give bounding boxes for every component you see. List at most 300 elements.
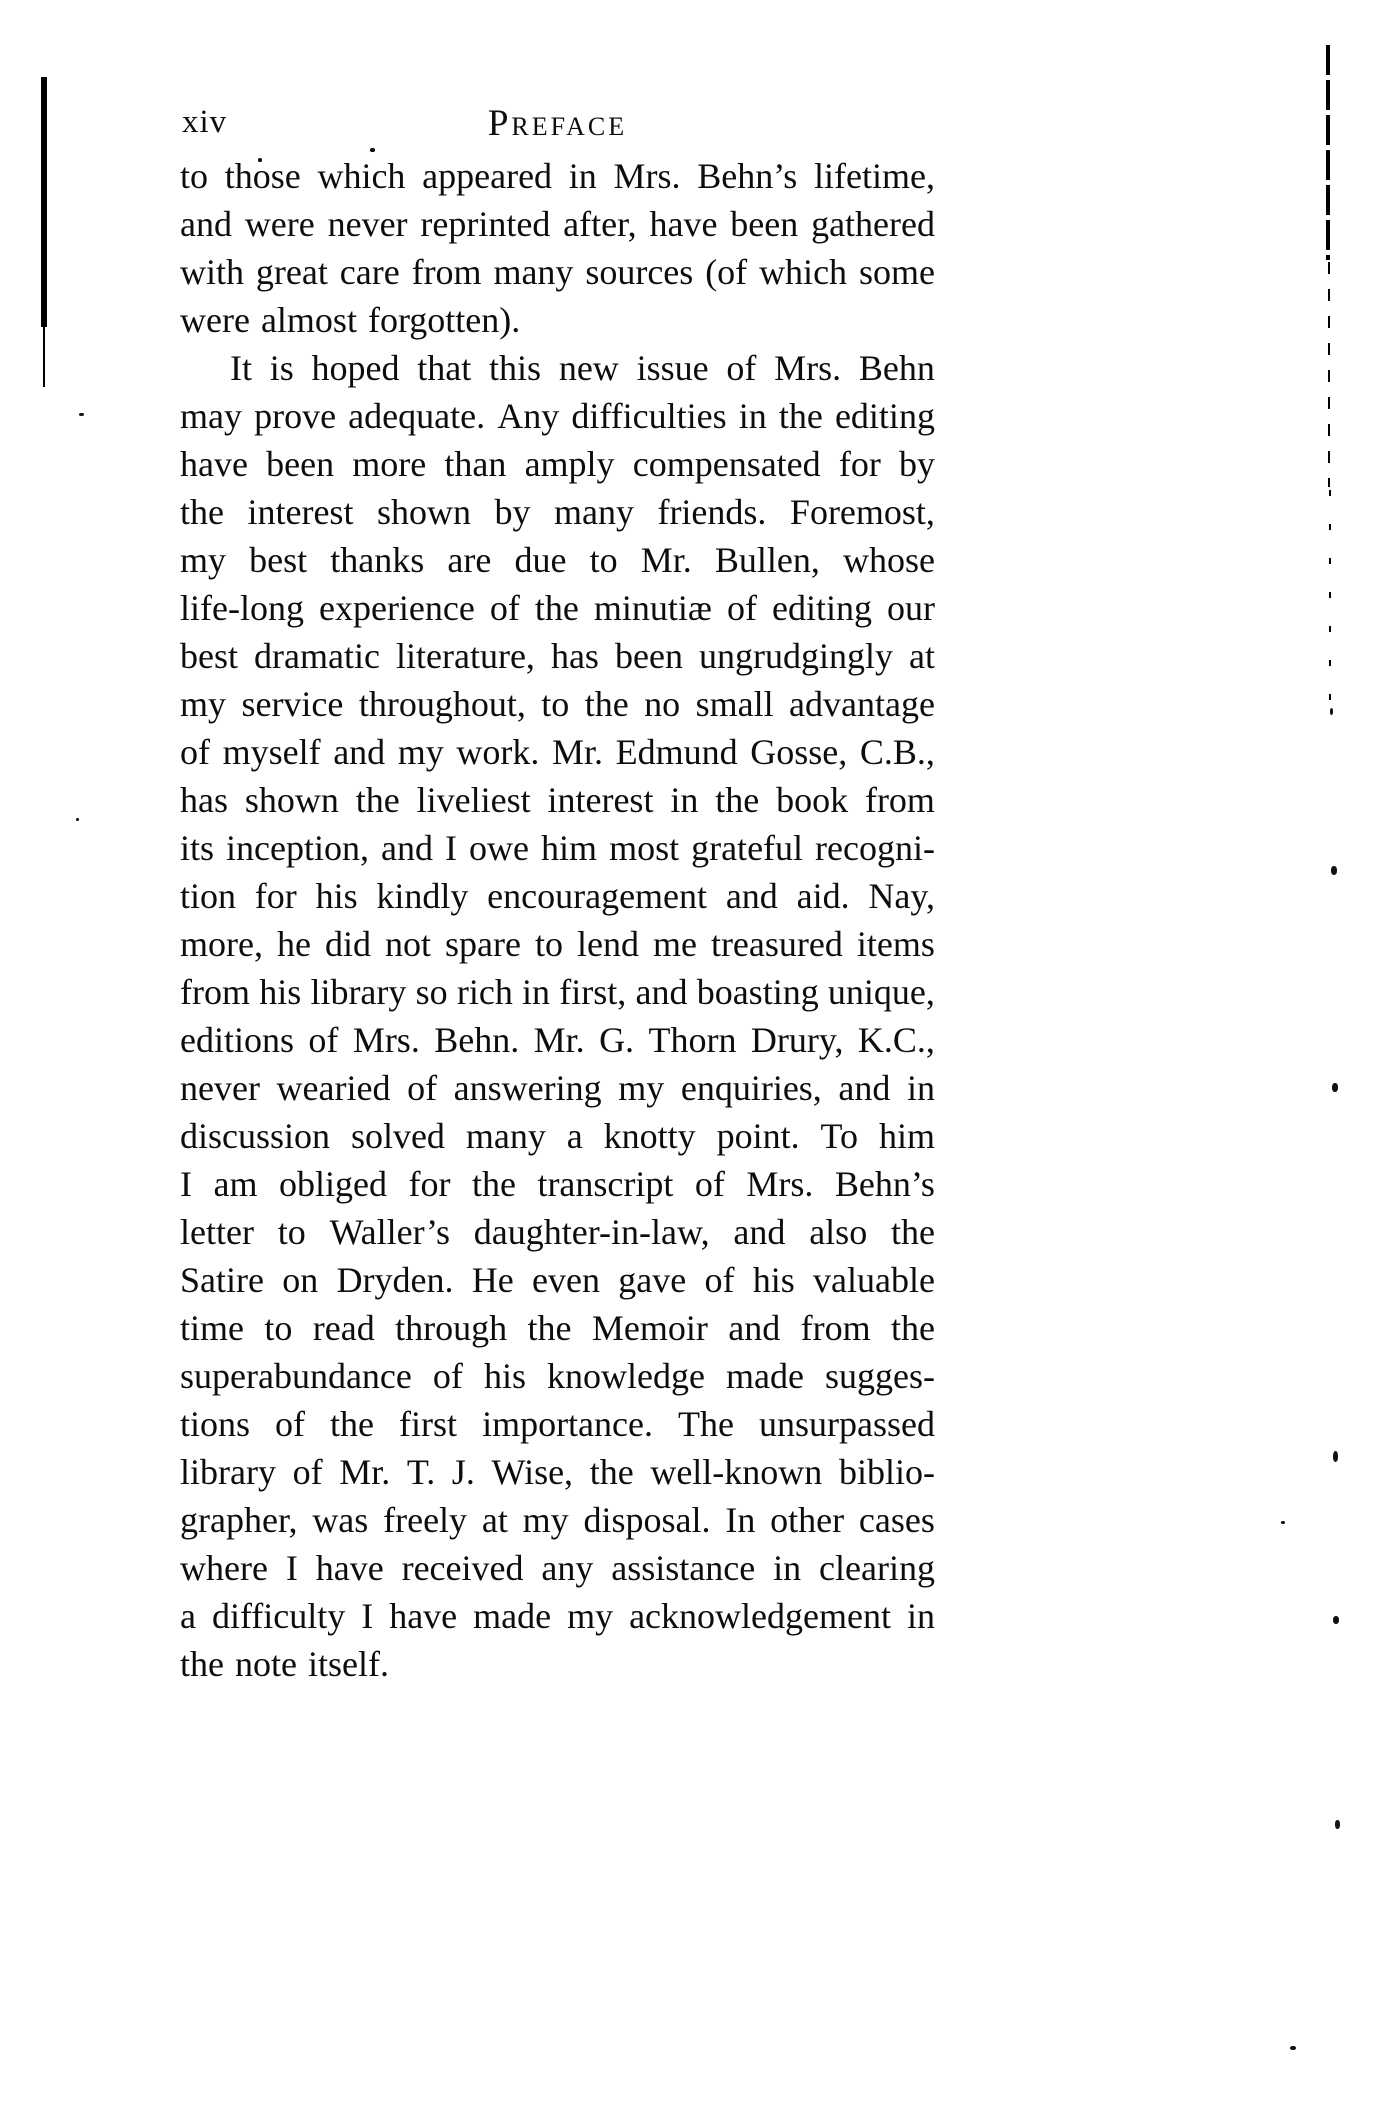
word: not	[384, 924, 431, 964]
word: been	[614, 636, 683, 676]
word: my	[522, 1500, 569, 1540]
text-line	[180, 968, 935, 1016]
page-number: xiv	[182, 104, 228, 140]
word: the	[180, 1644, 224, 1684]
word: read	[312, 1308, 375, 1348]
word: am	[213, 1164, 258, 1204]
word: his	[259, 972, 302, 1012]
word: after,	[563, 204, 637, 244]
word: been	[730, 204, 799, 244]
word: Thorn	[648, 1020, 737, 1060]
word: items	[856, 924, 935, 964]
word: may	[180, 396, 242, 436]
word: best	[249, 540, 308, 580]
text-line	[180, 824, 935, 872]
word: I	[180, 1164, 192, 1204]
word: advantage	[789, 684, 935, 724]
word: To	[820, 1116, 859, 1156]
word: knowledge	[547, 1356, 705, 1396]
word: shown	[376, 492, 471, 532]
word: made	[473, 1596, 552, 1636]
word: of	[726, 348, 757, 388]
word: through	[395, 1308, 508, 1348]
word: time	[180, 1308, 244, 1348]
word: and	[333, 732, 386, 772]
scan-gutter-line-thin	[43, 325, 45, 387]
word: of	[308, 1020, 339, 1060]
word: point.	[716, 1116, 800, 1156]
word: wearied	[276, 1068, 391, 1108]
word: editing	[771, 588, 872, 628]
word: service	[241, 684, 344, 724]
word: almost	[260, 300, 357, 340]
word: work.	[456, 732, 540, 772]
word: tion	[180, 876, 237, 916]
word: my	[180, 684, 227, 724]
word: Drury,	[750, 1020, 844, 1060]
word: editing	[834, 396, 935, 436]
word: in	[906, 1068, 935, 1108]
word: the	[180, 492, 224, 532]
word: of	[292, 1452, 323, 1492]
word: Dryden.	[336, 1260, 454, 1300]
word: G.	[599, 1020, 635, 1060]
word: of	[694, 1164, 725, 1204]
text-column	[180, 100, 935, 1684]
text-line	[180, 920, 935, 968]
word: lifetime,	[813, 156, 935, 196]
text-line	[180, 776, 935, 824]
word: of	[489, 588, 520, 628]
word: and	[381, 828, 433, 868]
scan-gutter-line	[41, 77, 47, 327]
word: aid.	[796, 876, 850, 916]
word: also	[809, 1212, 868, 1252]
word: Mr.	[640, 540, 692, 580]
word: have	[315, 1548, 384, 1588]
word: him	[878, 1116, 935, 1156]
word: Edmund	[615, 732, 738, 772]
word: assistance	[611, 1548, 756, 1588]
word: interest	[547, 780, 654, 820]
word: of	[704, 1260, 735, 1300]
word: obliged	[278, 1164, 387, 1204]
word: so	[415, 972, 448, 1012]
scan-speck	[1332, 1083, 1338, 1092]
word: liveliest	[416, 780, 531, 820]
word: Behn	[858, 348, 935, 388]
word: literature,	[396, 636, 535, 676]
scan-speck	[1330, 708, 1333, 715]
word: my	[180, 540, 227, 580]
word: tions	[180, 1404, 251, 1444]
word: been	[266, 444, 335, 484]
word: in	[568, 156, 597, 196]
word: answering	[453, 1068, 602, 1108]
word: from	[864, 780, 935, 820]
word: spare	[444, 924, 521, 964]
word: of	[180, 732, 210, 772]
word: forgotten).	[367, 300, 521, 340]
word: in	[773, 1548, 802, 1588]
text-line	[180, 1160, 935, 1208]
word: have	[649, 204, 718, 244]
text-line	[180, 1112, 935, 1160]
scan-speck	[1290, 2046, 1296, 2050]
word: this	[489, 348, 542, 388]
word: I	[445, 828, 458, 868]
text-line	[180, 344, 935, 392]
word: and	[733, 1212, 786, 1252]
word: book	[776, 780, 849, 820]
word: boasting	[696, 972, 819, 1012]
word: (of	[705, 252, 748, 292]
word: the	[355, 780, 400, 820]
word: Gosse,	[750, 732, 848, 772]
word: importance.	[482, 1404, 653, 1444]
word: K.C.,	[857, 1020, 935, 1060]
word: to	[264, 1308, 293, 1348]
word: enquiries,	[680, 1068, 822, 1108]
word: I	[285, 1548, 298, 1588]
word: encouragement	[487, 876, 708, 916]
word: and	[180, 204, 232, 244]
text-line	[180, 1064, 935, 1112]
word: of	[407, 1068, 438, 1108]
word: shown	[244, 780, 339, 820]
word: even	[532, 1260, 600, 1300]
word: life-long	[180, 588, 304, 628]
word: no	[644, 684, 681, 724]
scan-edge-streak-mid	[1328, 262, 1330, 487]
word: sources	[585, 252, 694, 292]
word: most	[609, 828, 680, 868]
word: a	[180, 1596, 196, 1636]
word: compensated	[632, 444, 821, 484]
word: note	[234, 1644, 297, 1684]
word: unsurpassed	[759, 1404, 935, 1444]
word: for	[254, 876, 297, 916]
word: me	[652, 924, 697, 964]
word: the	[891, 1308, 935, 1348]
word: from	[180, 972, 250, 1012]
word: difficulty	[211, 1596, 346, 1636]
word: kindly	[376, 876, 469, 916]
word: in	[522, 972, 551, 1012]
text-line	[180, 488, 935, 536]
word: Memoir	[591, 1308, 708, 1348]
word: to	[277, 1212, 306, 1252]
word: library	[180, 1452, 276, 1492]
word: thanks	[330, 540, 425, 580]
word: have	[180, 444, 248, 484]
word: the	[527, 1308, 572, 1348]
word: biblio-	[838, 1452, 935, 1492]
word: was	[312, 1500, 369, 1540]
word: and	[725, 876, 778, 916]
word: to	[541, 684, 570, 724]
word: Behn’s	[834, 1164, 935, 1204]
scan-speck	[1335, 1820, 1340, 1829]
text-line	[180, 1208, 935, 1256]
word: He	[471, 1260, 514, 1300]
word: first	[399, 1404, 458, 1444]
word: unique,	[827, 972, 935, 1012]
word: the	[778, 396, 823, 436]
word: that	[417, 348, 472, 388]
word: received	[401, 1548, 524, 1588]
word: interest	[247, 492, 354, 532]
word: adequate.	[348, 396, 486, 436]
word: and	[728, 1308, 781, 1348]
word: which	[317, 156, 406, 196]
text-line	[180, 152, 935, 200]
word: many	[493, 252, 574, 292]
word: amply	[524, 444, 615, 484]
word: to	[534, 924, 563, 964]
scan-speck	[1333, 1451, 1338, 1462]
word: has	[180, 780, 228, 820]
word: grateful	[691, 828, 804, 868]
word: whose	[842, 540, 935, 580]
word: by	[899, 444, 935, 484]
word: Mr.	[339, 1452, 391, 1492]
word: any	[541, 1548, 594, 1588]
word: Mrs.	[746, 1164, 814, 1204]
text-line	[180, 1400, 935, 1448]
word: a	[566, 1116, 583, 1156]
word: by	[494, 492, 531, 532]
word: myself	[222, 732, 321, 772]
word: I	[361, 1596, 374, 1636]
word: Mrs.	[774, 348, 842, 388]
word: valuable	[813, 1260, 935, 1300]
word: difficulties	[571, 396, 727, 436]
text-line	[180, 536, 935, 584]
word: which	[759, 252, 848, 292]
text-line	[180, 1592, 935, 1640]
word: gathered	[811, 204, 935, 244]
word: Nay,	[868, 876, 935, 916]
word: T.	[406, 1452, 436, 1492]
word: due	[514, 540, 567, 580]
text-line	[180, 1256, 935, 1304]
word: Mr.	[533, 1020, 585, 1060]
word: library	[310, 972, 407, 1012]
text-line	[180, 728, 935, 776]
word: on	[282, 1260, 319, 1300]
word: best	[180, 636, 238, 676]
word: the	[534, 588, 579, 628]
word: other	[770, 1500, 845, 1540]
word: great	[255, 252, 328, 292]
word: are	[447, 540, 492, 580]
word: at	[909, 636, 935, 676]
scan-speck	[1333, 1616, 1339, 1624]
word: did	[324, 924, 371, 964]
word: for	[838, 444, 881, 484]
word: transcript	[537, 1164, 674, 1204]
word: gave	[618, 1260, 687, 1300]
word: from	[411, 252, 482, 292]
word: freely	[383, 1500, 468, 1540]
word: his	[752, 1260, 795, 1300]
word: for	[408, 1164, 451, 1204]
word: his	[315, 876, 358, 916]
word: more,	[180, 924, 263, 964]
scan-speck	[79, 413, 84, 416]
word: C.B.,	[859, 732, 935, 772]
word: owe	[469, 828, 530, 868]
word: Waller’s	[329, 1212, 450, 1252]
word: care	[339, 252, 400, 292]
text-line	[180, 1640, 935, 1688]
text-line	[180, 1496, 935, 1544]
word: cases	[858, 1500, 935, 1540]
text-line	[180, 1448, 935, 1496]
word: many	[465, 1116, 546, 1156]
word: solved	[350, 1116, 445, 1156]
word: first,	[559, 972, 627, 1012]
word: has	[550, 636, 599, 676]
text-line	[180, 296, 935, 344]
text-line	[180, 200, 935, 248]
word: in	[738, 396, 767, 436]
text-line	[180, 632, 935, 680]
word: new	[558, 348, 619, 388]
word: issue	[636, 348, 709, 388]
word: where	[180, 1548, 268, 1588]
word: never	[327, 204, 408, 244]
word: throughout,	[358, 684, 526, 724]
word: and	[838, 1068, 891, 1108]
text-line	[180, 440, 935, 488]
word: treasured	[710, 924, 843, 964]
word: to	[180, 156, 209, 196]
word: well-known	[650, 1452, 823, 1492]
word: Behn’s	[697, 156, 798, 196]
text-line	[180, 1544, 935, 1592]
word: the	[891, 1212, 935, 1252]
word: disposal.	[583, 1500, 711, 1540]
word: him	[541, 828, 598, 868]
text-line	[180, 1016, 935, 1064]
word: letter	[180, 1212, 254, 1252]
word: my	[618, 1068, 665, 1108]
word: and	[635, 972, 688, 1012]
running-head	[180, 100, 935, 150]
word: in	[670, 780, 699, 820]
word: friends.	[657, 492, 767, 532]
word: he	[276, 924, 311, 964]
word: It	[230, 348, 252, 388]
word: Wise,	[491, 1452, 574, 1492]
word: never	[180, 1068, 260, 1108]
word: Mr.	[552, 732, 604, 772]
word: The	[678, 1404, 734, 1444]
word: minutiæ	[593, 588, 712, 628]
text-line	[180, 872, 935, 920]
word: hoped	[311, 348, 400, 388]
word: have	[389, 1596, 458, 1636]
word: clearing	[819, 1548, 935, 1588]
word: dramatic	[254, 636, 380, 676]
word: superabundance	[180, 1356, 412, 1396]
word: with	[180, 252, 245, 292]
word: is	[269, 348, 294, 388]
text-line	[180, 680, 935, 728]
word: reprinted	[420, 204, 551, 244]
scan-edge-streak-low	[1329, 490, 1331, 725]
scan-speck	[76, 818, 79, 821]
word: daughter-in-law,	[473, 1212, 710, 1252]
word: the	[715, 780, 760, 820]
word: small	[695, 684, 774, 724]
scan-edge-streak-top	[1326, 45, 1330, 260]
word: made	[726, 1356, 804, 1396]
word: were	[244, 204, 315, 244]
text-line	[180, 1304, 935, 1352]
word: J.	[451, 1452, 475, 1492]
word: acknowledgement	[629, 1596, 891, 1636]
word: itself.	[307, 1644, 389, 1684]
word: experience	[318, 588, 475, 628]
word: Any	[497, 396, 560, 436]
text-line	[180, 584, 935, 632]
word: In	[725, 1500, 756, 1540]
body-text	[180, 152, 935, 1688]
word: my	[567, 1596, 614, 1636]
word: our	[886, 588, 935, 628]
page-title: Preface	[487, 103, 628, 144]
word: Mrs.	[352, 1020, 420, 1060]
word: than	[444, 444, 507, 484]
word: of	[726, 588, 757, 628]
word: many	[553, 492, 634, 532]
word: grapher,	[180, 1500, 298, 1540]
scan-speck	[1281, 1521, 1285, 1524]
word: appeared	[422, 156, 553, 196]
word: of	[275, 1404, 306, 1444]
word: Satire	[180, 1260, 264, 1300]
word: knotty	[603, 1116, 696, 1156]
word: ungrudgingly	[698, 636, 893, 676]
word: discussion	[180, 1116, 331, 1156]
word: in	[906, 1596, 935, 1636]
word: rich	[456, 972, 513, 1012]
word: from	[800, 1308, 871, 1348]
word: my	[397, 732, 444, 772]
word: Behn.	[434, 1020, 520, 1060]
word: Bullen,	[714, 540, 820, 580]
word: his	[483, 1356, 526, 1396]
text-line	[180, 1352, 935, 1400]
word: at	[481, 1500, 508, 1540]
word: editions	[180, 1020, 294, 1060]
word: those	[224, 156, 301, 196]
word: some	[858, 252, 935, 292]
word: recogni-	[815, 828, 935, 868]
text-line	[180, 248, 935, 296]
word: prove	[254, 396, 337, 436]
word: of	[432, 1356, 463, 1396]
word: sugges-	[825, 1356, 935, 1396]
word: Foremost,	[789, 492, 935, 532]
word: more	[352, 444, 427, 484]
word: inception,	[226, 828, 369, 868]
text-line	[180, 392, 935, 440]
scan-speck	[1331, 866, 1337, 875]
